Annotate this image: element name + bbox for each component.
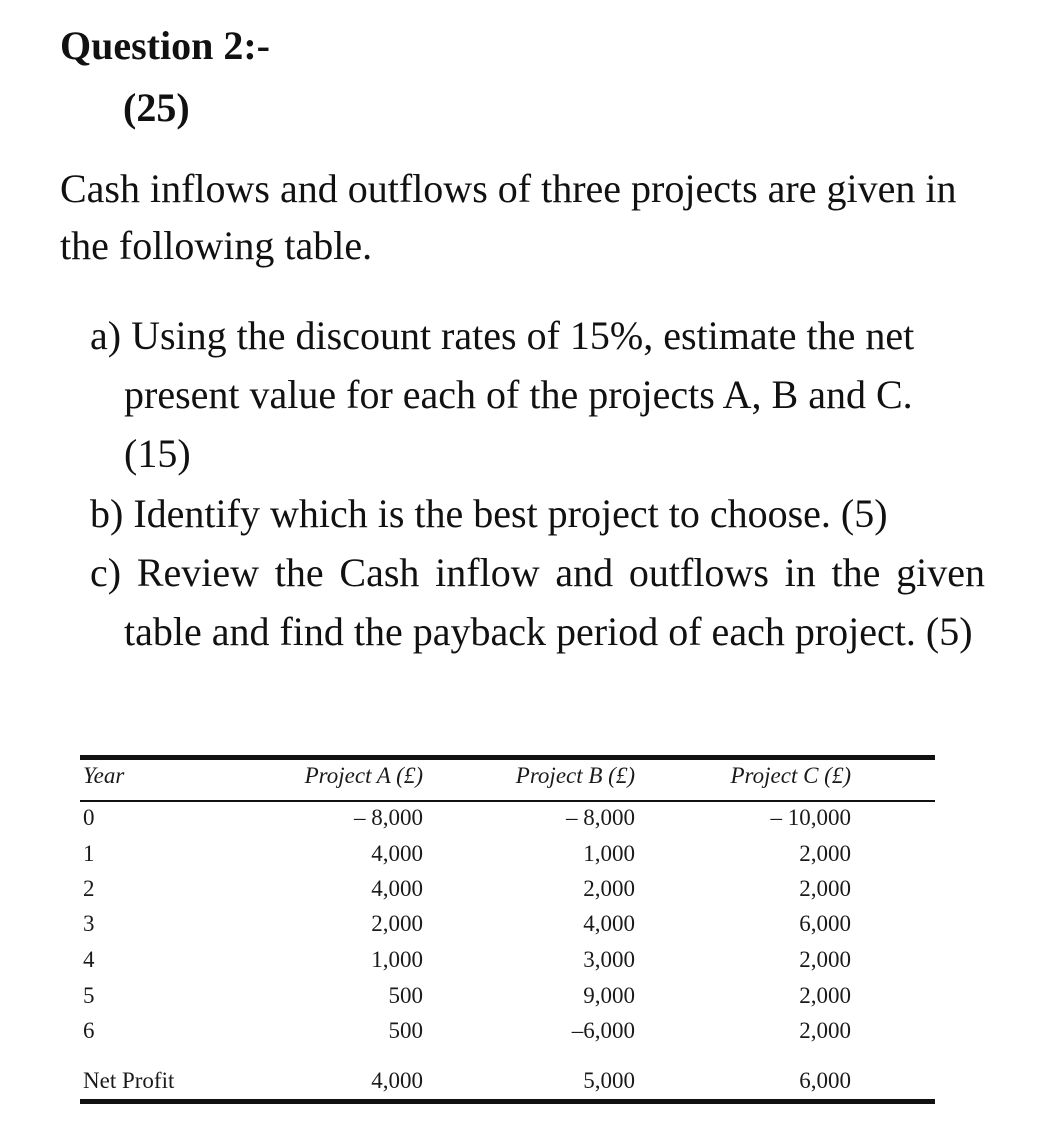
row-2-project-b: 2,000 [583,876,635,901]
part-a-label: a) [90,313,122,358]
net-profit-project-c: 6,000 [799,1068,851,1093]
row-6-project-c: 2,000 [799,1018,851,1043]
header-project-a: Project A (£) [304,763,423,788]
row-1-project-a: 4,000 [371,841,423,866]
part-a-text: Using the discount rates of 15%, estimate the net present value for each of the projects A, B and C. (15) [124,313,915,476]
table-bottom-rule [80,1099,935,1104]
part-a [90,306,985,483]
header-project-b: Project B (£) [515,763,635,788]
row-3-project-c: 6,000 [799,911,851,936]
row-2-project-c: 2,000 [799,876,851,901]
part-b-text: Identify which is the best project to choose. (5) [133,491,888,536]
row-1-project-b: 1,000 [583,841,635,866]
row-4-project-b: 3,000 [583,947,635,972]
cash-flow-table [80,755,935,1105]
row-1-project-c: 2,000 [799,841,851,866]
row-6-year: 6 [83,1018,95,1043]
row-4-project-a: 1,000 [371,947,423,972]
row-6-project-a: 500 [388,1018,423,1043]
row-5-project-b: 9,000 [583,983,635,1008]
question-marks: (25) [123,85,190,130]
question-title: Question 2:- [60,23,270,68]
question-intro: Cash inflows and outflows of three projects are given in the following table. [60,166,957,268]
row-3-project-a: 2,000 [371,911,423,936]
table-top-rule [80,755,935,760]
header-year: Year [83,763,125,788]
row-5-project-c: 2,000 [799,983,851,1008]
row-5-project-a: 500 [388,983,423,1008]
row-2-year: 2 [83,876,95,901]
row-5-year: 5 [83,983,95,1008]
net-profit-label: Net Profit [83,1068,175,1093]
row-6-project-b: –6,000 [571,1018,635,1043]
part-c-label: c) [90,550,122,595]
table-header-rule [80,800,935,802]
row-0-project-b: – 8,000 [566,805,635,830]
row-3-project-b: 4,000 [583,911,635,936]
row-4-project-c: 2,000 [799,947,851,972]
row-3-year: 3 [83,911,95,936]
net-profit-project-a: 4,000 [371,1068,423,1093]
net-profit-project-b: 5,000 [583,1068,635,1093]
row-2-project-a: 4,000 [371,876,423,901]
row-0-project-a: – 8,000 [354,805,423,830]
part-c-text: Review the Cash inflow and outflows in the given table and find the payback period of each project. (5) [124,550,986,654]
part-c [90,543,985,661]
row-1-year: 1 [83,841,95,866]
part-b [90,484,985,543]
row-0-project-c: – 10,000 [770,805,851,830]
row-0-year: 0 [83,805,95,830]
row-4-year: 4 [83,947,95,972]
part-b-label: b) [90,491,124,536]
header-project-c: Project C (£) [730,763,851,788]
